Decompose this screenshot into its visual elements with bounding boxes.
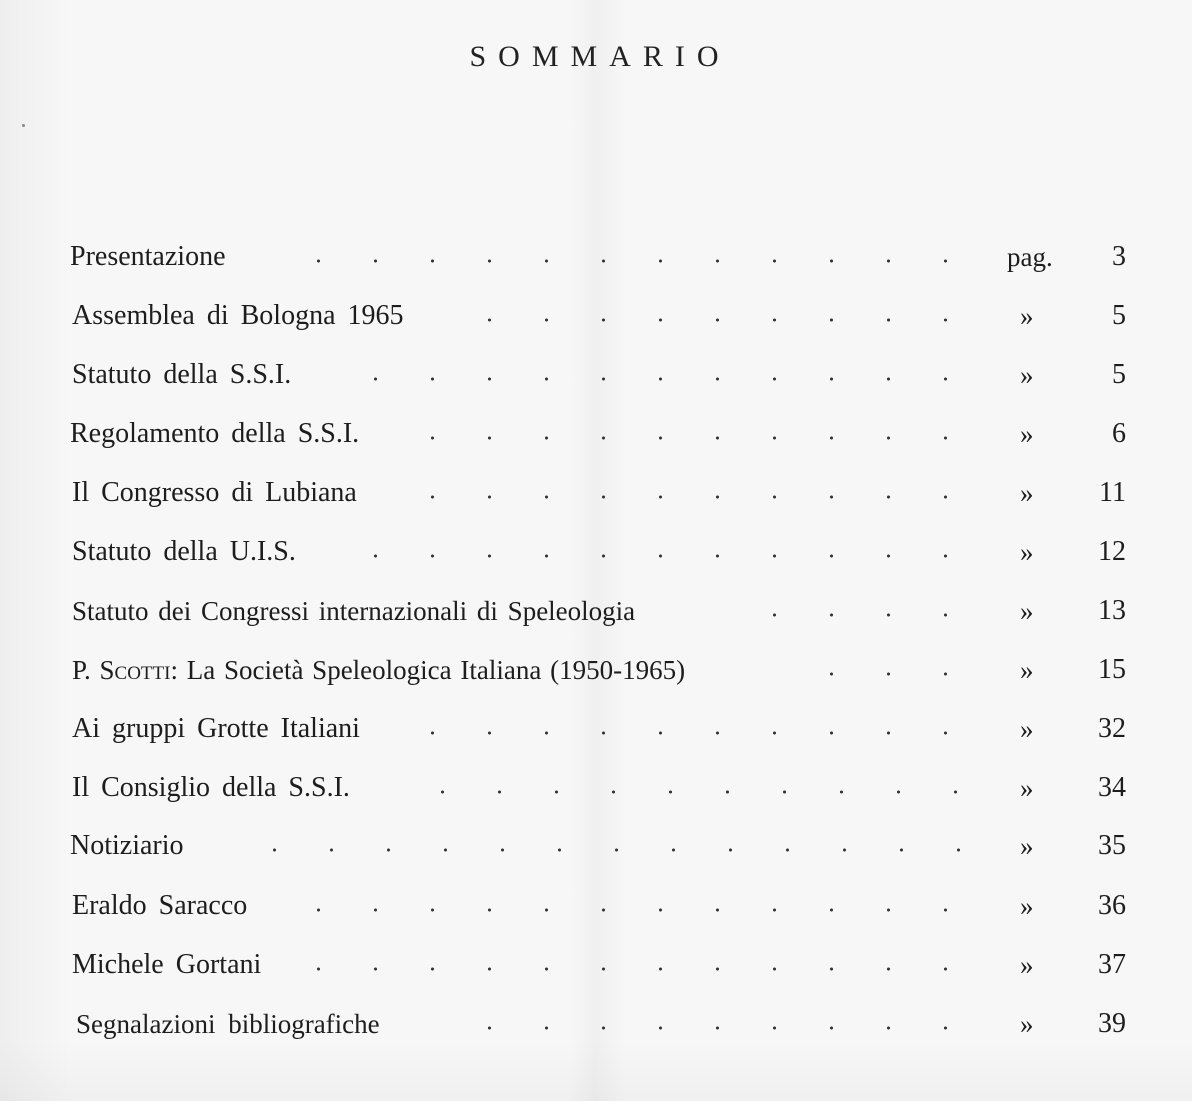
toc-page-number: 15	[1098, 654, 1126, 685]
toc-entry-title: Notiziario	[70, 830, 184, 861]
toc-page-label: »	[1020, 301, 1034, 331]
dot-leader	[347, 554, 960, 558]
toc-page-label: »	[1020, 360, 1034, 390]
toc-page-label: »	[1020, 714, 1034, 744]
toc-entry	[0, 768, 1192, 808]
toc-entry	[0, 886, 1192, 926]
toc-page-label: »	[1020, 950, 1034, 980]
dot-leader	[347, 377, 960, 381]
toc-page-number: 37	[1098, 949, 1126, 980]
toc-entry	[0, 532, 1192, 572]
toc-page-number: 5	[1112, 359, 1126, 390]
dot-leader	[404, 731, 960, 735]
toc-page-number: 34	[1098, 772, 1126, 803]
toc-entry-title: Segnalazioni bibliografiche	[76, 1009, 380, 1039]
dot-leader	[803, 672, 960, 676]
toc-page-label: »	[1020, 655, 1034, 685]
dot-leader	[290, 259, 960, 263]
dot-leader	[461, 1026, 960, 1030]
toc-entry	[0, 945, 1192, 985]
page-title: SOMMARIO	[469, 40, 731, 73]
dot-leader	[414, 790, 974, 794]
toc-entry	[0, 709, 1192, 749]
toc-page-number: 36	[1098, 890, 1126, 921]
toc-entry	[0, 414, 1192, 454]
toc-entry-title: Il Congresso di Lubiana	[72, 477, 357, 508]
toc-entry	[0, 1004, 1192, 1044]
toc-page-number: 3	[1112, 241, 1126, 272]
toc-entry	[0, 591, 1192, 631]
toc-page-label: »	[1020, 831, 1034, 861]
toc-entry-title: Ai gruppi Grotte Italiani	[72, 713, 360, 744]
toc-entry-title-rest: : La Società Speleologica Italiana (1950-1965)	[170, 655, 686, 685]
toc-page-number: 11	[1099, 477, 1126, 508]
toc-page-label: »	[1020, 891, 1034, 921]
toc-entry	[0, 355, 1192, 395]
dot-leader	[246, 848, 974, 852]
toc-entry-title: Il Consiglio della S.S.I.	[72, 772, 350, 803]
toc-page-label: »	[1020, 537, 1034, 567]
dot-leader	[290, 908, 960, 912]
toc-entry-title	[72, 650, 685, 690]
toc-page-label: »	[1020, 1009, 1034, 1039]
toc-entry-author: P. Scotti	[72, 655, 171, 685]
dot-leader	[746, 613, 960, 617]
toc-page-label: »	[1020, 773, 1034, 803]
toc-page-label: »	[1020, 478, 1034, 508]
toc-entry	[0, 473, 1192, 513]
toc-page-number: 32	[1098, 713, 1126, 744]
toc-page-number: 6	[1112, 418, 1126, 449]
toc-entry	[0, 237, 1192, 277]
toc-page-number: 13	[1098, 595, 1126, 626]
toc-page-label: »	[1020, 596, 1034, 626]
toc-entry-title: Regolamento della S.S.I.	[70, 418, 360, 449]
toc-page-label: pag.	[1007, 242, 1053, 272]
toc-entry-title: Presentazione	[70, 241, 226, 272]
toc-page-number: 12	[1098, 536, 1126, 567]
dot-leader	[290, 967, 960, 971]
toc-entry-title: Statuto della S.S.I.	[72, 359, 292, 390]
toc-entry-title: Assemblea di Bologna 1965	[72, 300, 404, 331]
toc-entry	[0, 650, 1192, 690]
toc-page-number: 5	[1112, 300, 1126, 331]
toc-entry-title: Michele Gortani	[72, 949, 262, 980]
toc-entry-title: Statuto della U.I.S.	[72, 536, 296, 567]
toc-entry	[0, 296, 1192, 336]
toc-page-number: 39	[1098, 1008, 1126, 1039]
toc-page-label: »	[1020, 419, 1034, 449]
dot-leader	[461, 318, 960, 322]
toc-entry	[0, 826, 1192, 866]
dot-leader	[404, 436, 960, 440]
toc-entry-title: Statuto dei Congressi internazionali di Speleologia	[72, 596, 636, 626]
dot-leader	[404, 495, 960, 499]
toc-entry-title: Eraldo Saracco	[72, 890, 248, 921]
toc-page-number: 35	[1098, 830, 1126, 861]
